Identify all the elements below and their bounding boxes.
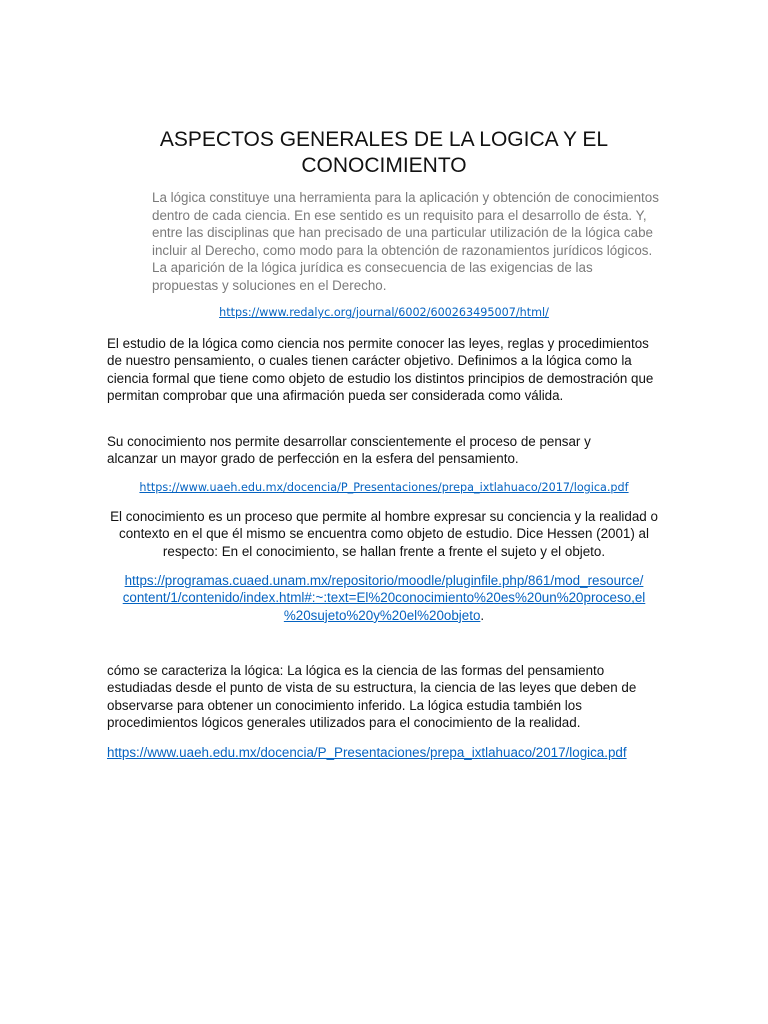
document-title xyxy=(100,127,668,179)
logic-characterization-paragraph: cómo se caracteriza la lógica: La lógica es la ciencia de las formas del pensamiento estudiadas desde el punto de vista de su estructura, la ciencia de las leyes que deben de observarse para obtener un conocimiento inferido. La lógica estudia también los procedimientos lógicos generales utilizados para el conocimiento de la realidad. xyxy=(107,663,637,731)
unam-link[interactable] xyxy=(123,573,646,623)
unam-link-line-2: content/1/contenido/index.html#:~:text=El%20conocimiento%20es%20un%20proceso,el xyxy=(122,590,646,606)
knowledge-process-paragraph: El conocimiento es un proceso que permite al hombre expresar su conciencia y la realidad o contexto en el que él mismo se encuentra como objeto de estudio. Dice Hessen (2001) al respecto: En el conocimiento, se hallan frente a frente el sujeto y el objeto. xyxy=(110,509,658,559)
title-line-2: CONOCIMIENTO xyxy=(301,154,467,177)
uaeh-link-2-block xyxy=(107,744,667,761)
knowledge-paragraph: Su conocimiento nos permite desarrollar conscientemente el proceso de pensar y alcanzar un mayor grado de perfección en la esfera del pensamiento. xyxy=(107,434,591,467)
intro-paragraph: La lógica constituye una herramienta para la aplicación y obtención de conocimientos dentro de cada ciencia. En ese sentido es un requisito para el desarrollo de ésta. Y, entre las disciplinas que han precisado de una particular utilización de la lógica cabe incluir al Derecho, como modo para la obtención de razonamientos jurídicos lógicos. La aparición de la lógica jurídica es consecuencia de las exigencias de las propuestas y soluciones en el Derecho. xyxy=(152,190,659,293)
logic-study-paragraph: El estudio de la lógica como ciencia nos permite conocer las leyes, reglas y procedimientos de nuestro pensamiento, o cuales tienen carácter objetivo. Definimos a la lógica como la ciencia formal que tiene como objeto de estudio los distintos principios de demostración que permitan comprobar que una afirmación pueda ser considerada como válida. xyxy=(107,336,654,404)
unam-link-period: . xyxy=(480,607,485,623)
uaeh-link-2[interactable]: https://www.uaeh.edu.mx/docencia/P_Presentaciones/prepa_ixtlahuaco/2017/logica.pdf xyxy=(107,745,627,760)
unam-link-block xyxy=(100,572,668,624)
title-line-1: ASPECTOS GENERALES DE LA LOGICA Y EL xyxy=(159,128,609,151)
unam-link-line-3: %20sujeto%20y%20el%20objeto xyxy=(283,607,481,623)
redalyc-link[interactable]: https://www.redalyc.org/journal/6002/600263495007/html/ xyxy=(219,306,549,319)
unam-link-line-1: https://programas.cuaed.unam.mx/repositorio/moodle/pluginfile.php/861/mod_resource/ xyxy=(124,573,644,588)
uaeh-link-1[interactable]: https://www.uaeh.edu.mx/docencia/P_Presentaciones/prepa_ixtlahuaco/2017/logica.pdf xyxy=(139,481,629,494)
